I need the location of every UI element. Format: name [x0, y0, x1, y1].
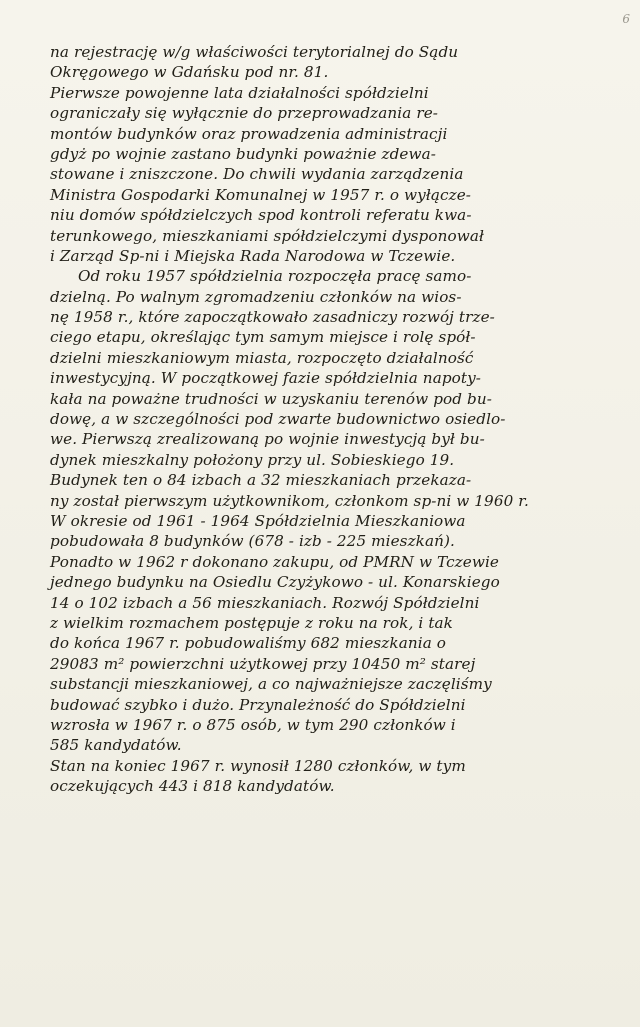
- text-line: i Zarząd Sp-ni i Miejska Rada Narodowa w Tczewie.: [50, 246, 456, 265]
- page-number: 6: [622, 12, 630, 26]
- paragraph-start-line: Od roku 1957 spółdzielnia rozpoczęła pracę samo-: [78, 267, 472, 286]
- text-line: budować szybko i dużo. Przynależność do Spółdzielni: [50, 695, 466, 714]
- text-line: do końca 1967 r. pobudowaliśmy 682 mieszkania o: [50, 634, 447, 653]
- text-line: ny został pierwszym użytkownikom, członkom sp-ni w 1960 r.: [50, 491, 529, 510]
- text-line: 585 kandydatów.: [50, 736, 182, 755]
- text-line: pobudowała 8 budynków (678 - izb - 225 mieszkań).: [50, 532, 455, 551]
- text-line: wzrosła w 1967 r. o 875 osób, w tym 290 członków i: [50, 715, 456, 734]
- text-line: Ministra Gospodarki Komunalnej w 1957 r. o wyłącze-: [50, 185, 472, 204]
- text-line: Stan na koniec 1967 r. wynosił 1280 członków, w tym: [50, 756, 466, 775]
- text-line: dowę, a w szczególności pod zwarte budownictwo osiedlo-: [50, 410, 506, 429]
- text-line: ograniczały się wyłącznie do przeprowadzania re-: [50, 104, 439, 123]
- text-line: substancji mieszkaniowej, a co najważniejsze zaczęliśmy: [50, 675, 492, 694]
- text-line: Pierwsze powojenne lata działalności spółdzielni: [50, 83, 429, 102]
- text-line: inwestycyjną. W początkowej fazie spółdzielnia napoty-: [50, 369, 482, 388]
- text-line: niu domów spółdzielczych spod kontroli referatu kwa-: [50, 206, 472, 225]
- text-line: dzielni mieszkaniowym miasta, rozpoczęto działalność: [50, 348, 474, 367]
- text-line: jednego budynku na Osiedlu Czyżykowo - ul. Konarskiego: [50, 573, 500, 592]
- text-line: dzielną. Po walnym zgromadzeniu członków na wios-: [50, 287, 462, 306]
- text-line: stowane i zniszczone. Do chwili wydania zarządzenia: [50, 165, 464, 184]
- text-line: kała na poważne trudności w uzyskaniu terenów pod bu-: [50, 389, 492, 408]
- text-line: ciego etapu, określając tym samym miejsce i rolę spół-: [50, 328, 476, 347]
- text-line: we. Pierwszą zrealizowaną po wojnie inwestycją był bu-: [50, 430, 485, 449]
- text-line: montów budynków oraz prowadzenia administracji: [50, 124, 448, 143]
- text-line: nę 1958 r., które zapoczątkowało zasadniczy rozwój trze-: [50, 308, 495, 327]
- text-line: 14 o 102 izbach a 56 mieszkaniach. Rozwój Spółdzielni: [50, 593, 480, 612]
- text-line: dynek mieszkalny położony przy ul. Sobieskiego 19.: [50, 450, 455, 469]
- text-line: na rejestrację w/g właściwości terytorialnej do Sądu: [50, 43, 459, 61]
- text-line: Okręgowego w Gdańsku pod nr. 81.: [50, 63, 329, 82]
- text-line: Ponadto w 1962 r dokonano zakupu, od PMRN w Tczewie: [50, 552, 500, 571]
- text-line: Budynek ten o 84 izbach a 32 mieszkaniach przekaza-: [50, 471, 472, 490]
- text-line: 29083 m² powierzchni użytkowej przy 10450 m² starej: [50, 654, 476, 673]
- text-line: z wielkim rozmachem postępuje z roku na rok, i tak: [50, 613, 453, 632]
- text-line: W okresie od 1961 - 1964 Spółdzielnia Mieszkaniowa: [50, 511, 466, 530]
- handwritten-text-block: [50, 42, 610, 796]
- text-line: gdyż po wojnie zastano budynki poważnie zdewa-: [50, 144, 436, 163]
- text-line: terunkowego, mieszkaniami spółdzielczymi dysponował: [50, 226, 484, 245]
- text-line: oczekujących 443 i 818 kandydatów.: [50, 777, 335, 796]
- paper-bottom-margin: [0, 987, 640, 1027]
